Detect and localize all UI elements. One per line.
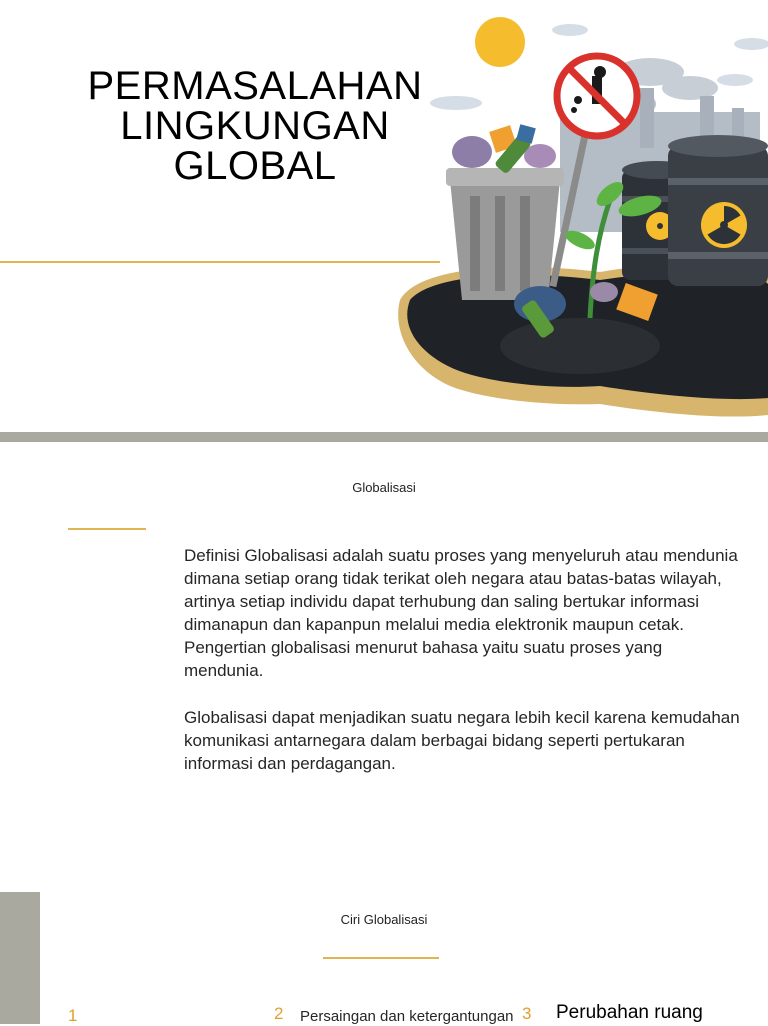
list-item-label: Perubahan ruang	[556, 1002, 703, 1023]
list-number: 1	[68, 1006, 78, 1025]
definition-paragraph: Definisi Globalisasi adalah suatu proses yang menyeluruh atau mendunia dimana setiap orang tidak terikat oleh negara atau batas-batas wilayah, artinya setiap individu dapat terhubung dan saling bertukar informasi dimanapun dan kapanpun melalui media elektronik maupun cetak. Pengertian globalisasi menurut bahasa yaitu suatu proses yang mendunia.	[184, 546, 738, 680]
impact-paragraph: Globalisasi dapat menjadikan suatu negara lebih kecil karena kemudahan komunikasi antarnegara dalam berbagai bidang seperti pertukaran informasi dan perdagangan.	[184, 708, 740, 773]
pollution-illustration	[380, 0, 768, 432]
list-item-label: Persaingan dan ketergantungan	[300, 1008, 514, 1025]
section-heading: Globalisasi	[352, 480, 416, 495]
barrel-large	[668, 135, 768, 286]
trash-can	[446, 124, 564, 300]
section-heading: Ciri Globalisasi	[340, 912, 428, 927]
heading-divider	[323, 957, 439, 959]
slide-separator	[0, 432, 768, 442]
page-title: PERMASALAHAN LINGKUNGAN GLOBAL	[87, 64, 423, 188]
title-divider	[0, 261, 440, 263]
title-slide	[0, 0, 768, 432]
heading-divider	[68, 528, 146, 530]
sun-icon	[475, 17, 525, 67]
list-number: 3	[522, 1004, 532, 1023]
list-number: 2	[274, 1004, 284, 1023]
